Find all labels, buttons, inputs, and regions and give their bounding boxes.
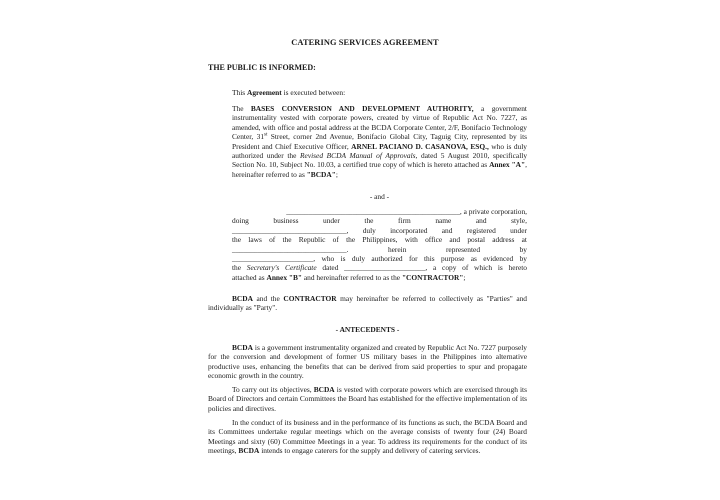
antecedents-heading: - ANTECEDENTS - — [335, 325, 400, 334]
officer-name: ARNEL PACIANO D. CASANOVA, ESQ., — [351, 141, 489, 151]
contractor-line-2: doing business under the firm name and style, — [232, 216, 527, 226]
antecedents-paragraph-1: BCDA is a government instrumentality organized and created by Republic Act No. 7227 purposely for the conversion and development of former US military bases in the Philippines into alternative productive uses, enhancing the benefits that can be derived from said properties to spur and propagate economic growth in the country. — [208, 343, 527, 381]
agreement-term: Agreement — [247, 88, 282, 97]
bcda-party-paragraph: The BASES CONVERSION AND DEVELOPMENT AUTHORITY, a government instrumentality vested with corporate powers, created by virtue of Republic Act No. 7227, as amended, with office and postal address at the BCDA Corporate Center, 2/F, Bonifacio Technology Center, 31st Street, corner 2nd Avenue, Bonifacio Global City, Taguig City, represented by its President and Chief Executive Officer, ARNEL PACIANO D. CASANOVA, ESQ., who is duly authorized under the Revised BCDA Manual of Approvals, dated 5 August 2010, specifically Section No. 10, Subject No. 10.03, a certified true copy of which is hereto attached as Annex "A", hereinafter referred to as "BCDA"; — [232, 104, 528, 179]
contractor-line-7: the Secretary's Certificate dated ______________________, a copy of which is hereto — [232, 263, 527, 273]
contractor-line-5: _______________________________. herein represented by — [232, 244, 527, 254]
and-separator: - and - — [369, 192, 390, 201]
antecedents-paragraph-3: In the conduct of its business and in the performance of its functions as such, the BCDA Board and its Committees undertake regular meetings which on the average consists of twenty four (24) Board Meetings and sixty (60) Committee Meetings in a year. To address its requirements for the conduct of its meetings, BCDA intends to engage caterers for the supply and delivery of catering services. — [208, 418, 527, 456]
annex-b-ref: Annex "B" — [266, 272, 303, 282]
contractor-line-4: the laws of the Republic of the Philippines, with office and postal address at — [232, 235, 527, 245]
bcda-alias: "BCDA" — [306, 169, 336, 179]
parties-paragraph: BCDA and the CONTRACTOR may hereinafter be referred to collectively as "Parties" and individually as "Party". — [208, 294, 527, 313]
contractor-line-1: _______________________________________________, a private corporation, — [286, 207, 527, 216]
contractor-party-paragraph — [232, 207, 527, 282]
secretary-certificate: Secretary's Certificate — [246, 263, 317, 273]
antecedents-paragraph-2: To carry out its objectives, BCDA is vested with corporate powers which are exercised through its Board of Directors and certain Committees the Board has established for the effective implementation of its policies and directives. — [208, 385, 527, 413]
contractor-alias: "CONTRACTOR" — [401, 272, 464, 282]
bcda-full-name: BASES CONVERSION AND DEVELOPMENT AUTHORITY, — [250, 104, 474, 113]
public-notice-heading: THE PUBLIC IS INFORMED: — [208, 63, 316, 72]
manual-title: Revised BCDA Manual of Approvals — [300, 151, 416, 161]
contractor-line-3: _______________________________, duly incorporated and registered under — [232, 225, 527, 235]
intro-paragraph: This Agreement is executed between: — [232, 88, 346, 97]
contractor-line-8: attached as Annex "B" and hereinafter referred to as the "CONTRACTOR"; — [232, 272, 466, 282]
contractor-line-6: ______________________, who is duly authorized for this purpose as evidenced by — [232, 254, 527, 264]
annex-a-ref: Annex "A" — [489, 160, 526, 170]
document-title: CATERING SERVICES AGREEMENT — [291, 38, 439, 47]
